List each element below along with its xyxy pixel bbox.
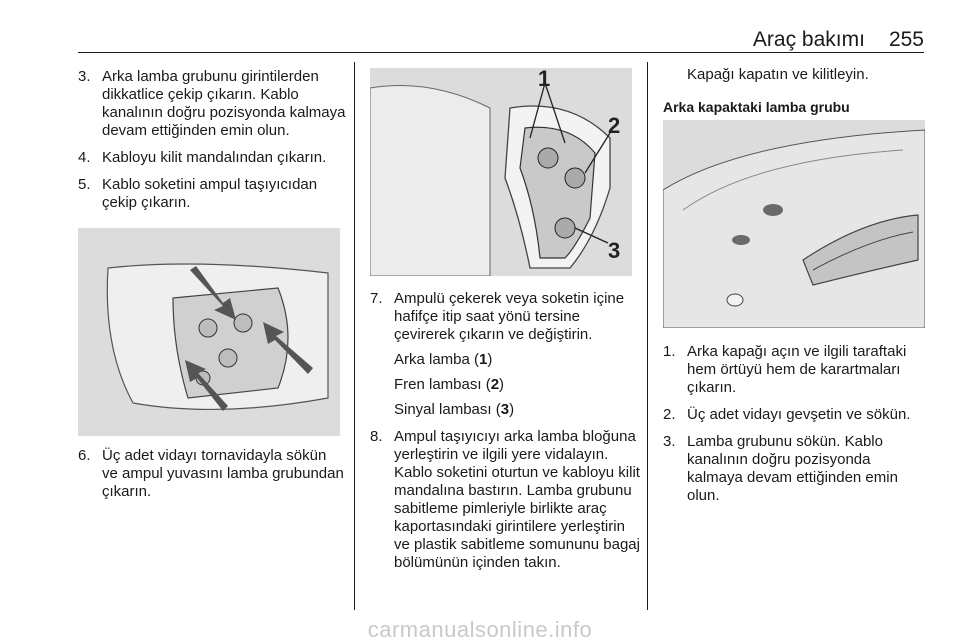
steps-list-col1 [78, 68, 346, 212]
intro-text: Kapağı kapatın ve kilitleyin. [687, 66, 869, 83]
bulb-ref-3: Sinyal lambası (3) [394, 401, 515, 418]
list-item: 4. Kabloyu kilit mandalından çıkarın. [78, 149, 327, 166]
list-item: 3. Arka lamba grubunu girintilerden dikkatlice çekip çıkarın. Kablo kanalının doğru pozisyonda kalmaya devam ettiğinden emin olun. [78, 68, 346, 139]
column-3-top [663, 66, 925, 116]
steps-list-col1-after [78, 447, 346, 501]
column-3 [663, 343, 928, 514]
column-2 [370, 290, 640, 581]
tail-lamp-arrows-illustration [78, 228, 340, 436]
chapter-title: Araç bakımı [752, 28, 865, 51]
page-header [753, 28, 924, 52]
column-divider-2 [647, 62, 648, 610]
section-heading: Arka kapaktaki lamba grubu [663, 99, 850, 115]
list-item: 8. Ampul taşıyıcıyı arka lamba bloğuna yerleştirin ve ilgili yere vidalayın. Kablo soketini oturtun ve kabloyu kilit mandalına bastırın. Lamba grubunu sabitleme pimleriyle birlikte araç kaportasındaki girintilere yerleştirin ve plastik sabitleme somununu bagaj bölümünün içinden takın. [370, 428, 640, 571]
bulb-ref-1: Arka lamba (1) [394, 351, 493, 368]
list-item: 2. Üç adet vidayı gevşetin ve sökün. [663, 406, 911, 423]
bulb-ref-2: Fren lambası (2) [394, 376, 505, 393]
list-item: 5. Kablo soketini ampul taşıyıcıdan çekip çıkarın. [78, 176, 318, 211]
callout-3: 3 [608, 238, 621, 263]
list-item: 3. Lamba grubunu sökün. Kablo kanalının doğru pozisyonda kalmaya devam ettiğinden emin olun. [663, 433, 898, 504]
column-1-lower [78, 447, 346, 510]
watermark: carmanualsonline.info [367, 617, 593, 642]
list-item: 1. Arka kapağı açın ve ilgili taraftaki hem örtüyü hem de karartmaları çıkarın. [663, 343, 907, 396]
column-1 [78, 68, 346, 221]
header-rule [78, 52, 924, 53]
steps-list-col2 [370, 290, 640, 572]
page-number: 255 [888, 28, 924, 51]
callout-1: 1 [538, 68, 551, 91]
column-divider-1 [354, 62, 355, 610]
callout-2: 2 [608, 113, 621, 138]
list-item: 7. Ampulü çekerek veya soketin içine hafifçe itip saat yönü tersine çevirerek çıkarın ve değiştirin. Arka lamba (1) Fren lambası (2) Sinyal lambası (3) [370, 290, 640, 419]
steps-list-col3 [663, 343, 928, 505]
bulb-carrier-illustration [370, 68, 632, 276]
list-item: 6. Üç adet vidayı tornavidayla sökün ve ampul yuvasını lamba grubundan çıkarın. [78, 447, 344, 500]
tailgate-lamp-illustration [663, 120, 925, 328]
